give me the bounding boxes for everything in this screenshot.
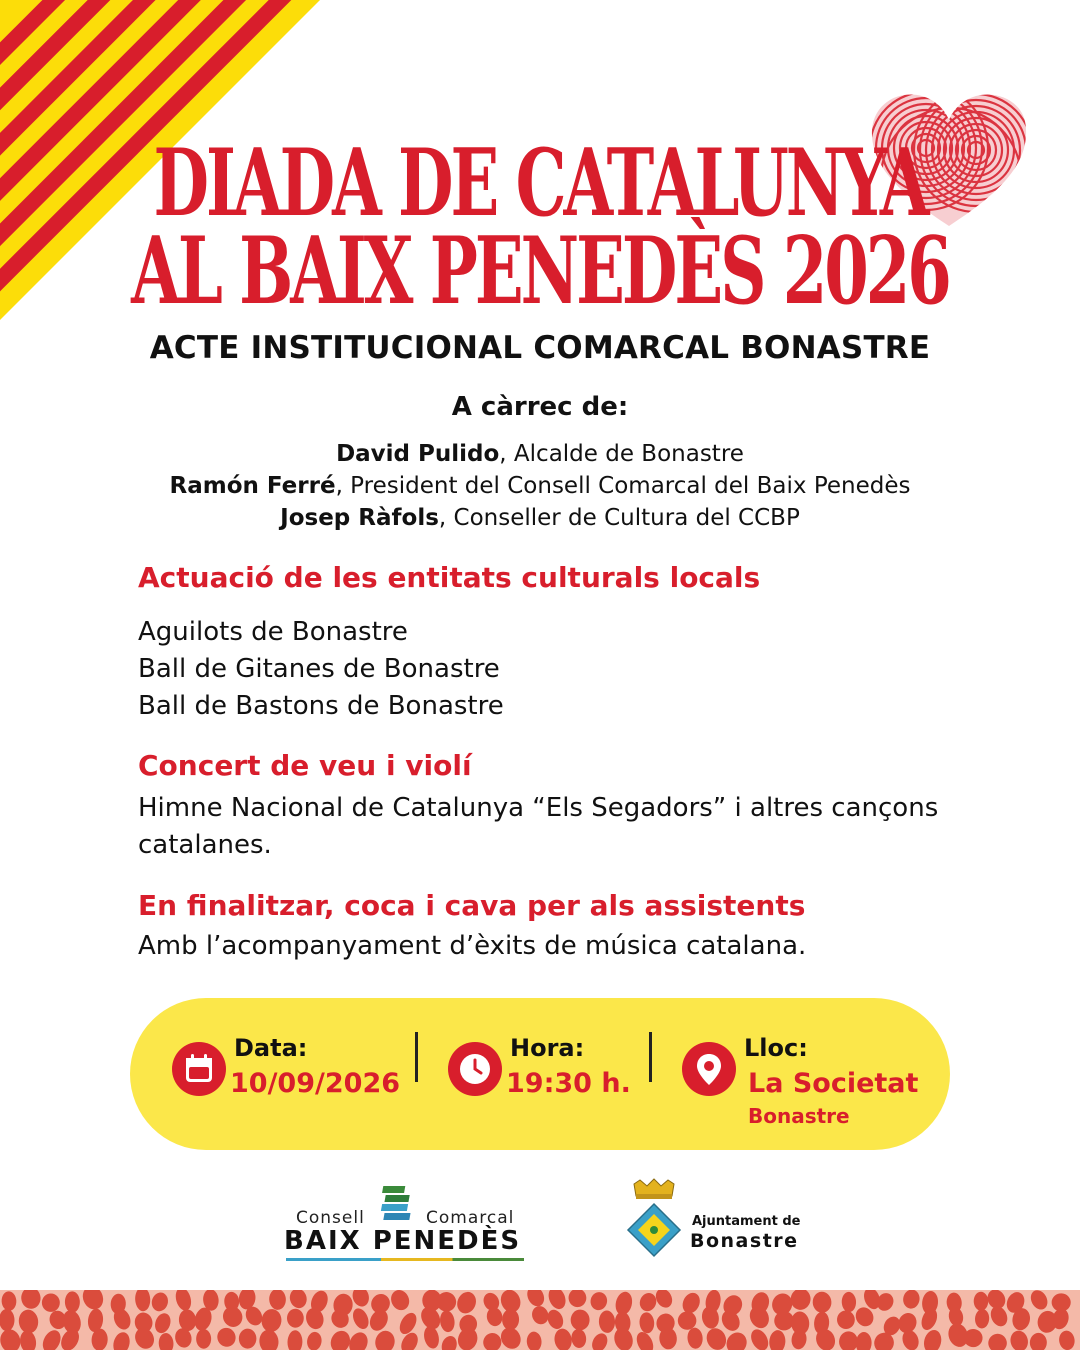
consell-comarcal-logo xyxy=(280,1178,530,1264)
speaker-name: Ramón Ferré xyxy=(169,473,336,499)
speaker-item xyxy=(0,438,1080,470)
date-value: 10/09/2026 xyxy=(230,1068,401,1099)
speaker-role: , Alcalde de Bonastre xyxy=(499,441,744,467)
time-value: 19:30 h. xyxy=(506,1068,631,1099)
section-title: Actuació de les entitats culturals locals xyxy=(138,561,761,594)
place-value: La Societat xyxy=(748,1068,919,1099)
section-entitats xyxy=(138,560,1038,725)
ccbp-mark-icon xyxy=(378,1182,422,1226)
section-title: Concert de veu i violí xyxy=(138,749,472,782)
clock-icon xyxy=(448,1042,502,1096)
info-divider xyxy=(649,1032,652,1082)
ajuntament-bonastre-logo xyxy=(622,1178,822,1268)
bonastre-crest-icon xyxy=(622,1178,686,1268)
speaker-item xyxy=(0,502,1080,534)
speaker-role: , President del Consell Comarcal del Baix Penedès xyxy=(335,473,911,499)
list-item: Ball de Bastons de Bonastre xyxy=(138,691,504,721)
section-concert xyxy=(138,748,1038,864)
speaker-item xyxy=(0,470,1080,502)
event-title-line1: DIADA DE CATALUNYA xyxy=(153,129,927,239)
ccbp-underline xyxy=(286,1258,524,1261)
event-subtitle: ACTE INSTITUCIONAL COMARCAL BONASTRE xyxy=(149,330,931,366)
place-label: Lloc: xyxy=(744,1034,808,1062)
list-item: Aguilots de Bonastre xyxy=(138,617,408,647)
calendar-icon xyxy=(172,1042,226,1096)
ccbp-word1: Consell xyxy=(296,1208,365,1228)
speaker-list xyxy=(0,438,1080,534)
location-pin-icon xyxy=(682,1042,736,1096)
info-divider xyxy=(415,1032,418,1082)
speaker-name: David Pulido xyxy=(336,441,500,467)
speaker-role: , Conseller de Cultura del CCBP xyxy=(438,505,800,531)
organizers-heading: A càrrec de: xyxy=(451,392,629,422)
list-item: Ball de Gitanes de Bonastre xyxy=(138,654,500,684)
fingerprint-band-decoration xyxy=(0,1290,1080,1350)
entitats-list xyxy=(138,614,1038,725)
place-sub: Bonastre xyxy=(748,1104,850,1128)
bonastre-line1: Ajuntament de xyxy=(692,1214,801,1229)
section-title: En finalitzar, coca i cava per als assistents xyxy=(138,889,806,922)
section-body: Himne Nacional de Catalunya “Els Segadors” i altres cançons catalanes. xyxy=(138,793,939,860)
ccbp-name: BAIX PENEDÈS xyxy=(284,1226,522,1256)
section-final xyxy=(138,888,1038,965)
time-label: Hora: xyxy=(510,1034,585,1062)
ccbp-word2: Comarcal xyxy=(426,1208,515,1228)
event-title-line2: AL BAIX PENEDÈS 2026 xyxy=(131,217,949,327)
event-info-box xyxy=(130,998,950,1150)
date-label: Data: xyxy=(234,1034,308,1062)
speaker-name: Josep Ràfols xyxy=(280,505,439,531)
section-body: Amb l’acompanyament d’èxits de música catalana. xyxy=(138,931,807,961)
bonastre-line2: Bonastre xyxy=(690,1230,799,1252)
